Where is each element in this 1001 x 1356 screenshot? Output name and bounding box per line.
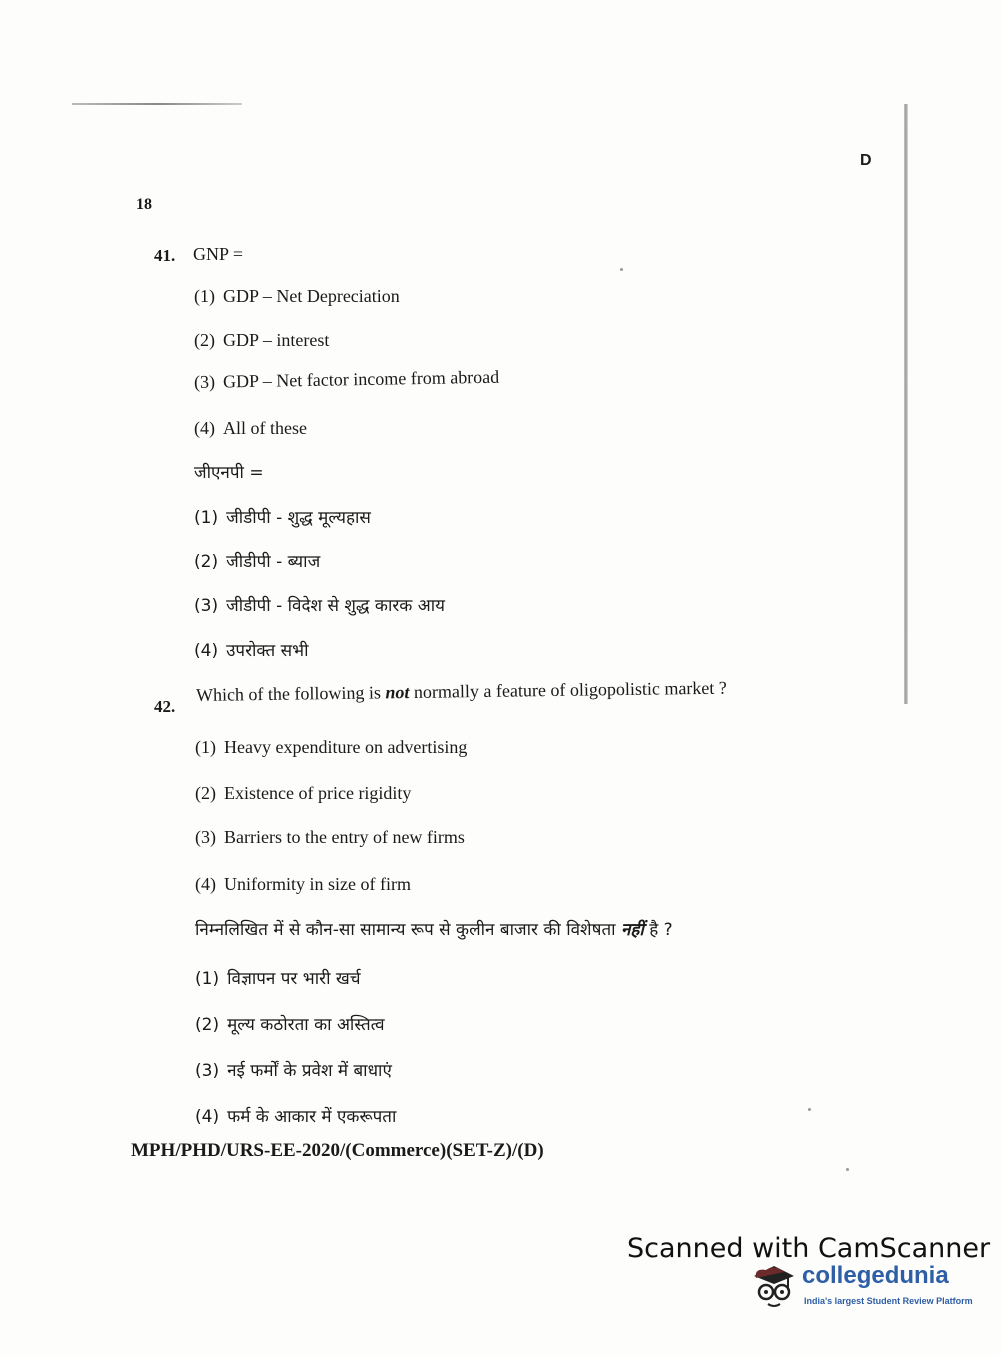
option-item-hindi <box>194 549 320 572</box>
question-text <box>196 678 727 706</box>
mascot-logo-icon <box>748 1258 800 1310</box>
option-text: फर्म के आकार में एकरूपता <box>227 1107 397 1127</box>
option-number: (2) <box>195 1015 220 1035</box>
brand-tagline: India's largest Student Review Platform <box>804 1296 973 1306</box>
option-text: जीडीपी - विदेश से शुद्ध कारक आय <box>226 596 446 616</box>
option-text: नई फर्मों के प्रवेश में बाधाएं <box>227 1061 392 1081</box>
option-text: All of these <box>223 418 307 438</box>
scan-speck <box>620 268 623 271</box>
question-text-part: Which of the following is <box>195 682 386 705</box>
scan-speck <box>808 1108 811 1111</box>
option-number: (2) <box>195 783 216 803</box>
question-text-hindi: जीएनपी = <box>194 463 264 483</box>
option-text: उपरोक्त सभी <box>226 641 309 661</box>
option-number: (4) <box>194 641 219 661</box>
page-number: 18 <box>136 196 152 213</box>
question-emphasis: not <box>385 682 410 703</box>
option-number: (1) <box>194 508 219 528</box>
option-item <box>195 783 411 804</box>
option-text: GDP – interest <box>223 330 330 350</box>
option-item-hindi <box>194 505 371 528</box>
question-emphasis: नहीं <box>620 920 644 940</box>
option-number: (4) <box>195 1107 220 1127</box>
camscanner-watermark: Scanned with CamScanner <box>627 1233 991 1264</box>
option-item <box>194 367 500 393</box>
option-text: Uniformity in size of firm <box>224 874 411 894</box>
option-item <box>195 874 411 895</box>
top-rule-line <box>72 103 242 105</box>
option-number: (1) <box>195 737 216 757</box>
option-text: Existence of price rigidity <box>224 783 412 803</box>
option-text: Barriers to the entry of new firms <box>224 827 465 847</box>
page-edge-shadow <box>904 104 908 704</box>
option-item <box>194 286 400 307</box>
option-number: (1) <box>194 286 215 306</box>
option-item-hindi <box>195 1058 392 1081</box>
option-item <box>194 418 307 439</box>
option-number: (3) <box>194 596 219 616</box>
option-number: (2) <box>194 552 219 572</box>
set-letter: D <box>860 152 872 169</box>
collegedunia-watermark <box>748 1258 978 1318</box>
option-number: (3) <box>195 1061 220 1081</box>
option-number: (3) <box>195 827 216 847</box>
option-text: मूल्य कठोरता का अस्तित्व <box>227 1015 385 1035</box>
option-item-hindi <box>195 1012 385 1035</box>
question-number: 42. <box>154 697 176 716</box>
option-text: जीडीपी - ब्याज <box>226 552 321 572</box>
option-item <box>195 827 465 848</box>
option-text: GDP – Net Depreciation <box>223 286 400 306</box>
option-text: Heavy expenditure on advertising <box>224 737 468 757</box>
question-text-part: निम्नलिखित में से कौन-सा सामान्य रूप से कुलीन बाजार की विशेषता <box>195 920 621 940</box>
option-text: विज्ञापन पर भारी खर्च <box>227 969 361 989</box>
option-item-hindi <box>195 1104 396 1127</box>
option-item <box>194 330 329 351</box>
option-number: (3) <box>193 371 216 392</box>
brand-name: collegedunia <box>802 1262 949 1289</box>
option-number: (4) <box>195 874 216 894</box>
option-item-hindi <box>195 966 361 989</box>
option-number: (1) <box>195 969 220 989</box>
option-number: (4) <box>194 418 215 438</box>
option-number: (2) <box>194 330 215 350</box>
option-item-hindi <box>194 593 445 616</box>
option-item <box>195 737 467 758</box>
question-text-part: है ? <box>643 920 673 940</box>
option-text: GDP – Net factor income from abroad <box>222 366 500 392</box>
question-text: GNP = <box>193 244 243 264</box>
option-text: जीडीपी - शुद्ध मूल्यहास <box>226 508 371 528</box>
question-text-hindi <box>195 917 673 940</box>
paper-code: MPH/PHD/URS-EE-2020/(Commerce)(SET-Z)/(D) <box>131 1140 544 1161</box>
question-number: 41. <box>154 246 176 265</box>
scan-speck <box>846 1168 849 1171</box>
question-text-part: normally a feature of oligopolistic market ? <box>409 677 727 703</box>
option-item-hindi <box>194 638 308 661</box>
